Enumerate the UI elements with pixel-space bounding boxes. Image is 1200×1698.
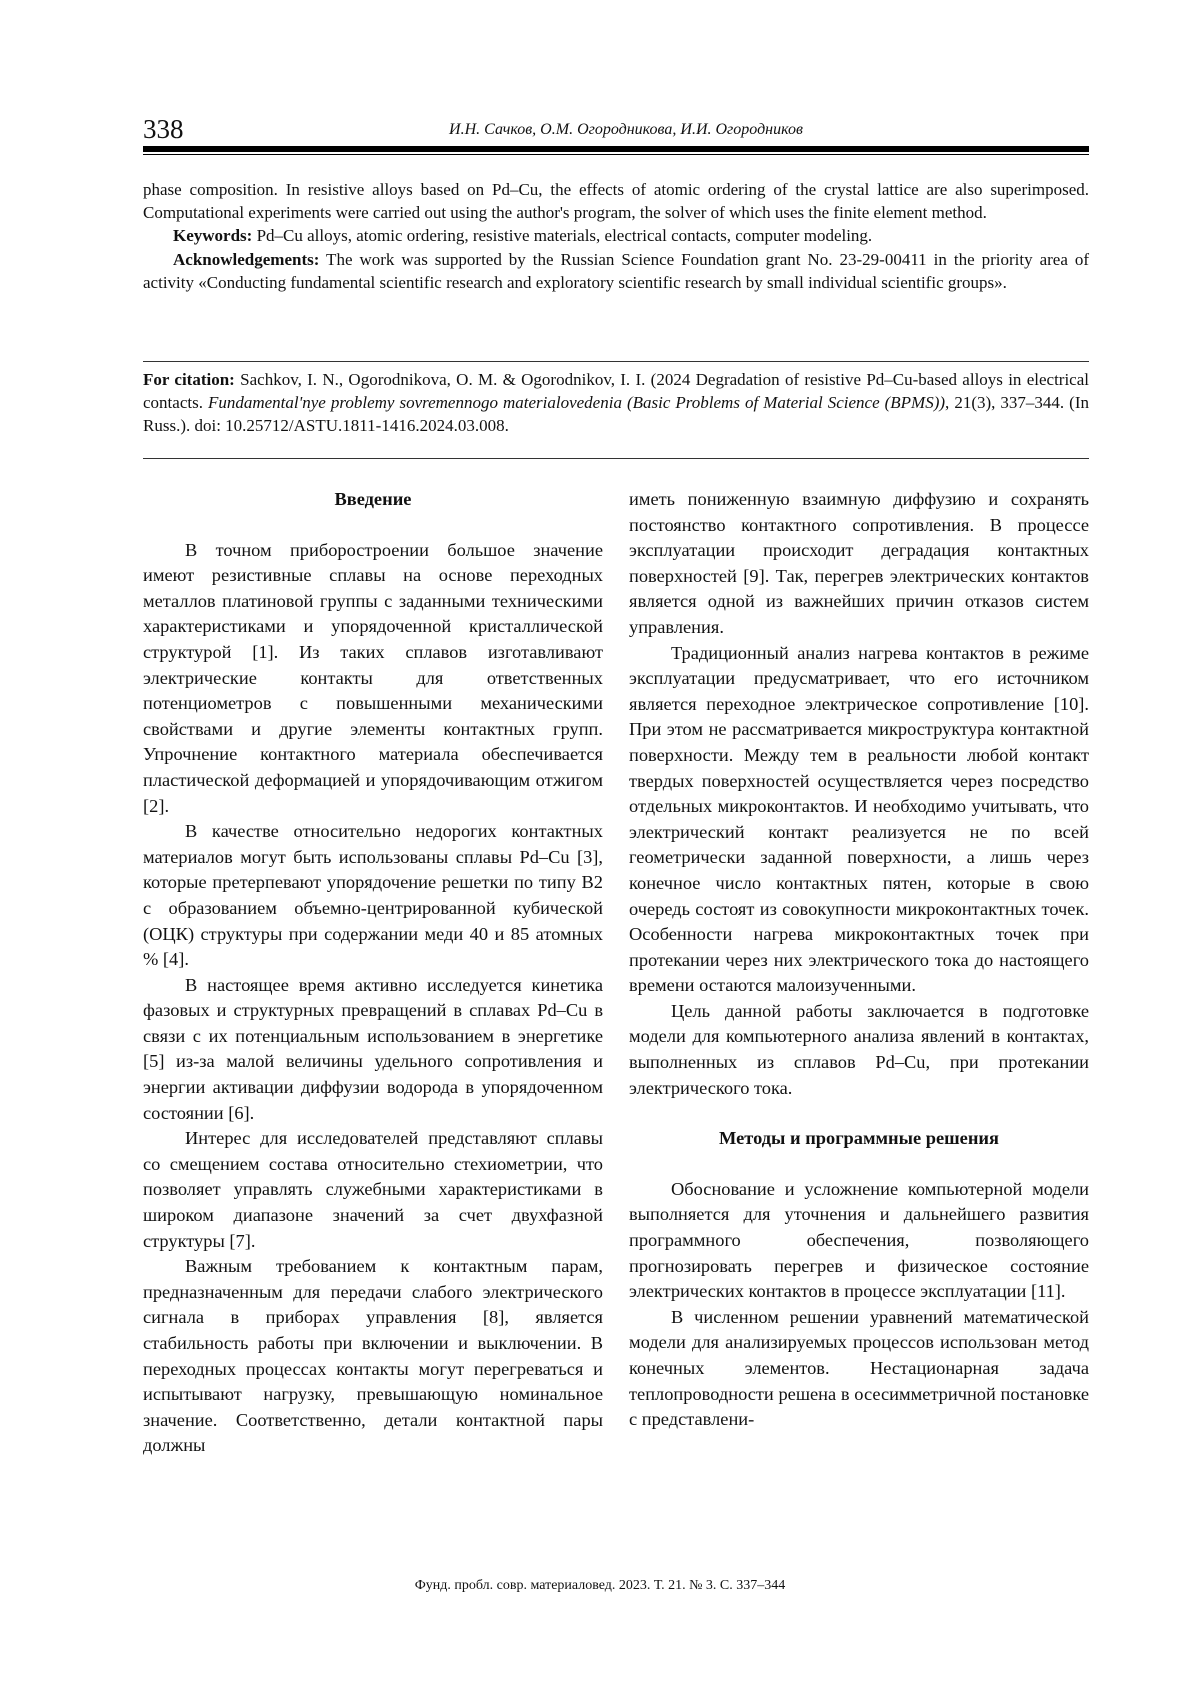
- running-head-authors: И.Н. Сачков, О.М. Огородникова, И.И. Огородников: [449, 121, 803, 138]
- abstract-block: [143, 178, 1089, 294]
- body-paragraph: В настоящее время активно исследуется кинетика фазовых и структурных превращений в сплавах Pd–Cu в связи с их потенциальным использованием в энергетике [5] из-за малой величины удельного сопротивления и энергии активации диффузии водорода в упорядоченном состоянии [6].: [143, 974, 603, 1123]
- body-paragraph: В численном решении уравнений математической модели для анализируемых процессов использован метод конечных элементов. Нестационарная задача теплопроводности решена в осесимметричной постановке с представлени-: [629, 1306, 1089, 1430]
- header-rule-thin: [143, 154, 1089, 155]
- citation-label: For citation:: [143, 370, 235, 389]
- page-header: [143, 112, 1089, 148]
- body-paragraph: В точном приборостроении большое значение имеют резистивные сплавы на основе переходных металлов платиновой группы с заданными техническими характеристиками и упорядоченной кристаллической структурой [1]. Из таких сплавов изготавливают электрические контакты для ответственных потенциометров с повышенными механическими свойствами и другие элементы контактных групп. Упрочнение контактного материала обеспечивается пластической деформацией и упорядочивающим отжигом [2].: [143, 539, 603, 816]
- section-heading-methods: Методы и программные решения: [719, 1128, 999, 1149]
- abstract-text: phase composition. In resistive alloys based on Pd–Cu, the effects of atomic ordering of the crystal lattice are also superimposed. Computational experiments were carried out using the author's program, the solver of which uses the finite element method.: [143, 180, 1089, 223]
- section-heading-introduction: Введение: [334, 489, 412, 509]
- acknowledgements-text: The work was supported by the Russian Science Foundation grant No. 23-29-00411 in the priority area of activity «Conducting fundamental scientific research and exploratory scientific research by small individual scientific groups».: [143, 249, 1089, 292]
- body-paragraph: Традиционный анализ нагрева контактов в режиме эксплуатации предусматривает, что его источником является переходное электрическое сопротивление [10]. При этом не рассматривается микроструктура контактной поверхности. Между тем в реальности любой контакт твердых поверхностей осуществляется через посредство отдельных микроконтактов. И необходимо учитывать, что электрический контакт реализуется не по всей геометрически заданной поверхности, а лишь через конечное число контактных пятен, которые в свою очередь состоят из совокупности микроконтактных точек. Особенности нагрева микроконтактных точек при протекании через них электрического тока до настоящего времени остаются малоизученными.: [629, 642, 1089, 996]
- citation-paragraph: [143, 368, 1089, 438]
- acknowledgements-paragraph: [143, 248, 1089, 294]
- body-paragraph: В качестве относительно недорогих контактных материалов могут быть использованы сплавы Pd–Cu [3], которые претерпевают упорядочение решетки по типу B2 с образованием объемно-центрированной кубической (ОЦК) структуры при содержании меди 40 и 85 атомных % [4].: [143, 821, 603, 970]
- body-paragraph-continued: иметь пониженную взаимную диффузию и сохранять постоянство контактного сопротивления. В процессе эксплуатации происходит деградация контактных поверхностей [9]. Так, перегрев электрических контактов является одной из важнейших причин отказов систем управления.: [629, 489, 1089, 637]
- citation-top-rule: [143, 361, 1089, 362]
- body-paragraph: Важным требованием к контактным парам, предназначенным для передачи слабого электрического сигнала в приборах управления [8], является стабильность работы при включении и выключении. В переходных процессах контакты могут перегреваться и испытывают нагрузку, превышающую номинальное значение. Соответственно, детали контактной пары должны: [143, 1256, 603, 1456]
- page-footer: Фунд. пробл. совр. материаловед. 2023. Т. 21. № 3. С. 337–344: [414, 1578, 786, 1593]
- citation-bottom-rule: [143, 458, 1089, 459]
- citation-block: [143, 368, 1089, 438]
- citation-text-part2: , 21(3), 337–344. (In Russ.). doi: 10.25712/ASTU.1811-1416.2024.03.008.: [143, 393, 1089, 436]
- keywords-label: Keywords:: [173, 226, 253, 246]
- body-paragraph: Интерес для исследователей представляют сплавы со смещением состава относительно стехиометрии, что позволяет управлять служебными характеристиками в широком диапазоне значений за счет двухфазной структуры [7].: [143, 1128, 603, 1251]
- keywords-text: Pd–Cu alloys, atomic ordering, resistive materials, electrical contacts, computer modeling.: [252, 226, 873, 246]
- citation-text-part1: Sachkov, I. N., Ogorodnikova, O. M. & Ogorodnikov, I. I. (2024 Degradation of resistive Pd–Cu-based alloys in electrical contacts.: [143, 370, 1089, 413]
- body-paragraph: Цель данной работы заключается в подготовке модели для компьютерного анализа явлений в контактах, выполненных из сплавов Pd–Cu, при протекании электрического тока.: [629, 1000, 1089, 1098]
- keywords-paragraph: [143, 224, 1089, 247]
- right-column: [629, 487, 1089, 1433]
- citation-journal: Fundamental'nye problemy sovremennogo materialovedenia (Basic Problems of Material Science (BPMS)): [207, 393, 946, 413]
- header-rule-thick: [143, 146, 1089, 152]
- page-number: 338: [143, 114, 184, 144]
- left-column: [143, 487, 603, 1459]
- body-paragraph: Обоснование и усложнение компьютерной модели выполняется для уточнения и дальнейшего развития программного обеспечения, позволяющего прогнозировать перегрев и физическое состояние электрических контактов в процессе эксплуатации [11].: [629, 1178, 1089, 1302]
- acknowledgements-label: Acknowledgements:: [173, 249, 320, 269]
